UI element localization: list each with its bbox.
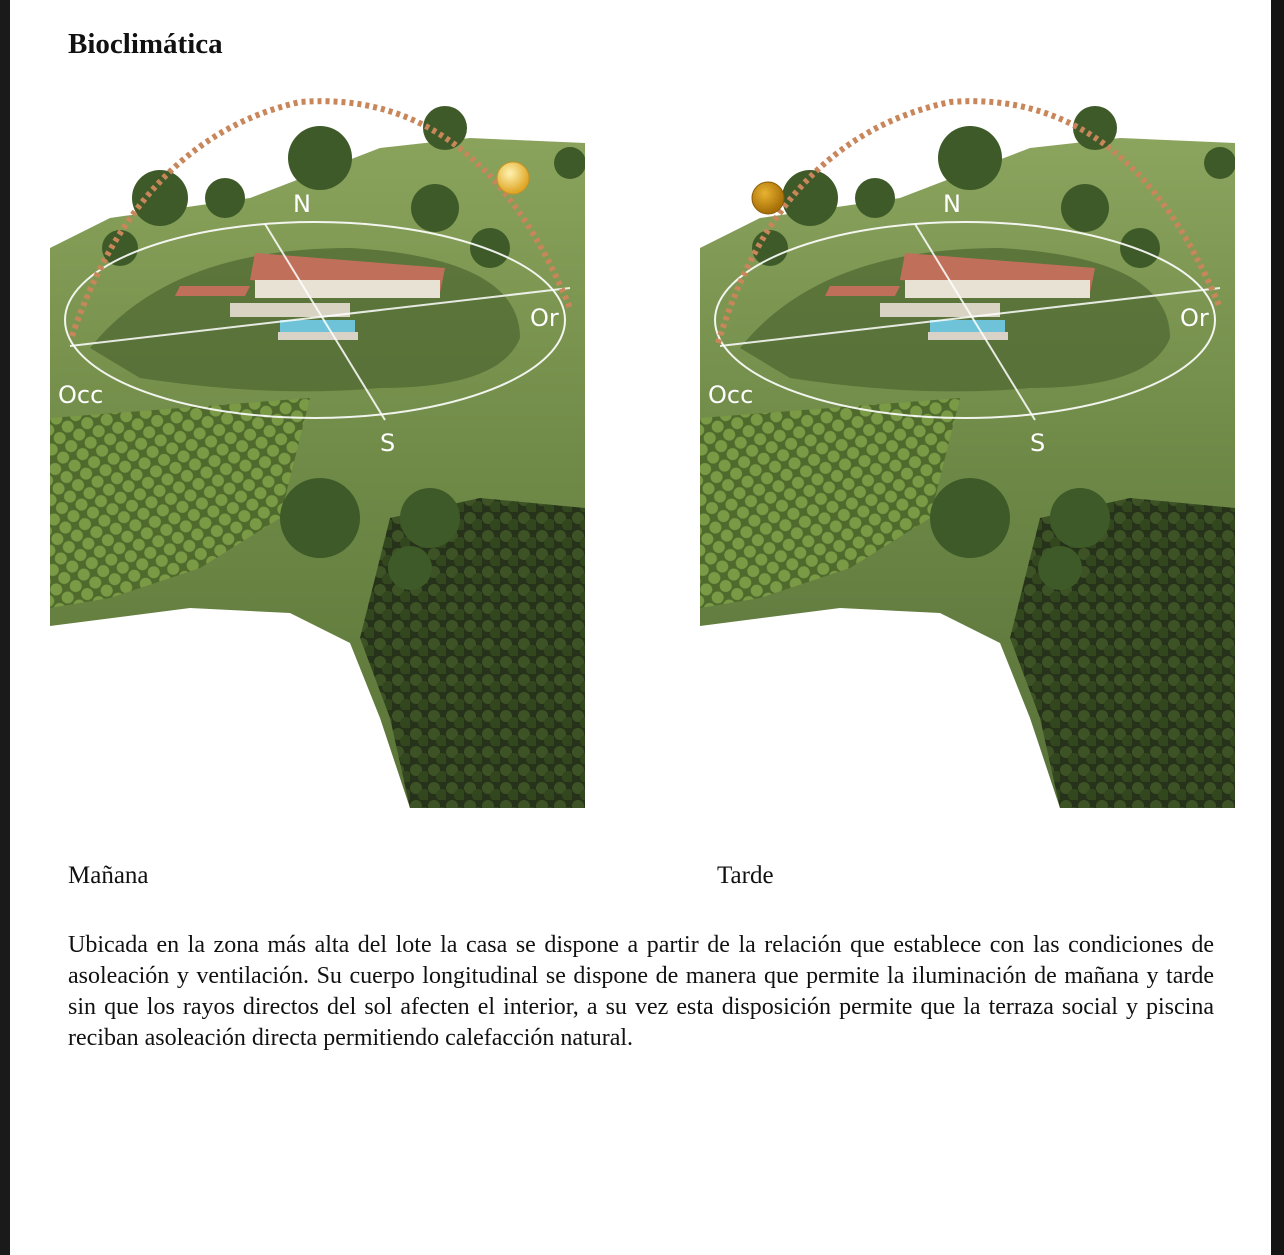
sun-icon xyxy=(752,182,784,214)
sun-icon xyxy=(497,162,529,194)
site-render-morning xyxy=(50,98,585,808)
compass-east: Or xyxy=(1180,304,1209,332)
caption-morning: Mañana xyxy=(68,862,149,889)
window-edge xyxy=(1271,0,1284,1255)
compass-south: S xyxy=(380,429,396,457)
site-render-afternoon xyxy=(700,98,1235,808)
compass-south: S xyxy=(1030,429,1046,457)
compass-north: N xyxy=(293,190,311,218)
page-title: Bioclimática xyxy=(68,28,223,60)
compass-east: Or xyxy=(530,304,559,332)
forest-area xyxy=(360,498,585,808)
forest-area xyxy=(1010,498,1235,808)
description-paragraph: Ubicada en la zona más alta del lote la casa se dispone a partir de la relación que establece con las condiciones de asoleación y ventilación. Su cuerpo longitudinal se dispone de manera que permite la iluminación de mañana y tarde sin que los rayos directos del sol afecten el interior, a su vez esta disposición permite que la terraza social y piscina reciban asoleación directa permitiendo calefacción natural. xyxy=(68,932,1214,1051)
compass-west: Occ xyxy=(708,381,754,409)
caption-afternoon: Tarde xyxy=(717,862,774,889)
compass-west: Occ xyxy=(58,381,104,409)
compass-north: N xyxy=(943,190,961,218)
document-page xyxy=(10,0,1271,1255)
